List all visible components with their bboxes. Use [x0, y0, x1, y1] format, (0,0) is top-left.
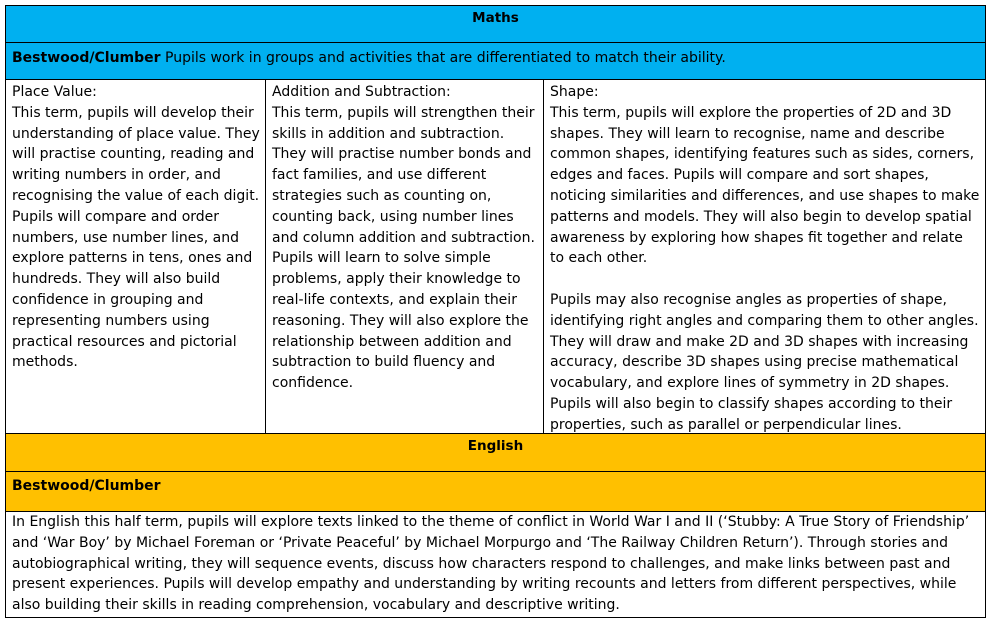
shape-text-1: This term, pupils will explore the properties of 2D and 3D shapes. They will learn to recognise, name and describe common shapes, identifying features such as sides, corners, edges and faces. Pupils will compare and sort shapes, noticing similarities and differences, and use shapes to make patterns and models. They will also begin to develop spatial awareness by exploring how shapes fit together and relate to each other. [550, 104, 980, 267]
maths-group-row [6, 43, 985, 80]
curriculum-table [5, 5, 986, 618]
english-title-row [6, 434, 985, 472]
place-value-cell [6, 80, 265, 433]
addition-subtraction-cell [265, 80, 543, 433]
maths-title: Maths [472, 10, 519, 26]
english-body-row [6, 512, 985, 617]
english-group-label: Bestwood/Clumber [12, 478, 161, 494]
english-group-row [6, 472, 985, 512]
maths-group-label: Bestwood/Clumber [12, 50, 161, 66]
shape-text-2: Pupils may also recognise angles as properties of shape, identifying right angles and comparing them to other angles. They will draw and make 2D and 3D shapes with increasing accuracy, describe 3D shapes using precise mathematical vocabulary, and explore lines of symmetry in 2D shapes. Pupils will also begin to classify shapes according to their properties, such as parallel or perpendicular lines. [550, 291, 979, 433]
addition-subtraction-text: This term, pupils will strengthen their skills in addition and subtraction. They will practise number bonds and fact families, and use different strategies such as counting on, counting back, using number lines and column addition and subtraction. Pupils will learn to solve simple problems, apply their knowledge to real-life contexts, and explain their reasoning. They will also explore the relationship between addition and subtraction to build fluency and confidence. [272, 104, 535, 392]
english-body-text: In English this half term, pupils will explore texts linked to the theme of conflict in World War I and II (‘Stubby: A True Story of Friendship’ and ‘War Boy’ by Michael Foreman or ‘Private Peaceful’ by Michael Morpurgo and ‘The Railway Children Return’). Through stories and autobiographical writing, they will sequence events, discuss how characters respond to challenges, and make links between past and present experiences. Pupils will develop empathy and understanding by writing recounts and letters from different perspectives, while also building their skills in reading comprehension, vocabulary and descriptive writing. [12, 514, 970, 614]
addition-subtraction-heading: Addition and Subtraction: [272, 84, 451, 100]
maths-group-text: Pupils work in groups and activities that are differentiated to match their ability. [160, 50, 726, 66]
maths-title-row [6, 6, 985, 43]
paragraph-gap [550, 269, 981, 290]
place-value-text: This term, pupils will develop their understanding of place value. They will practise counting, reading and writing numbers in order, and recognising the value of each digit. Pupils will compare and order numbers, use number lines, and explore patterns in tens, ones and hundreds. They will also build confidence in grouping and representing numbers using practical resources and pictorial methods. [12, 104, 260, 371]
english-title: English [467, 438, 524, 454]
place-value-heading: Place Value: [12, 84, 97, 100]
maths-columns [6, 80, 985, 434]
shape-heading: Shape: [550, 84, 599, 100]
shape-cell [543, 80, 985, 433]
